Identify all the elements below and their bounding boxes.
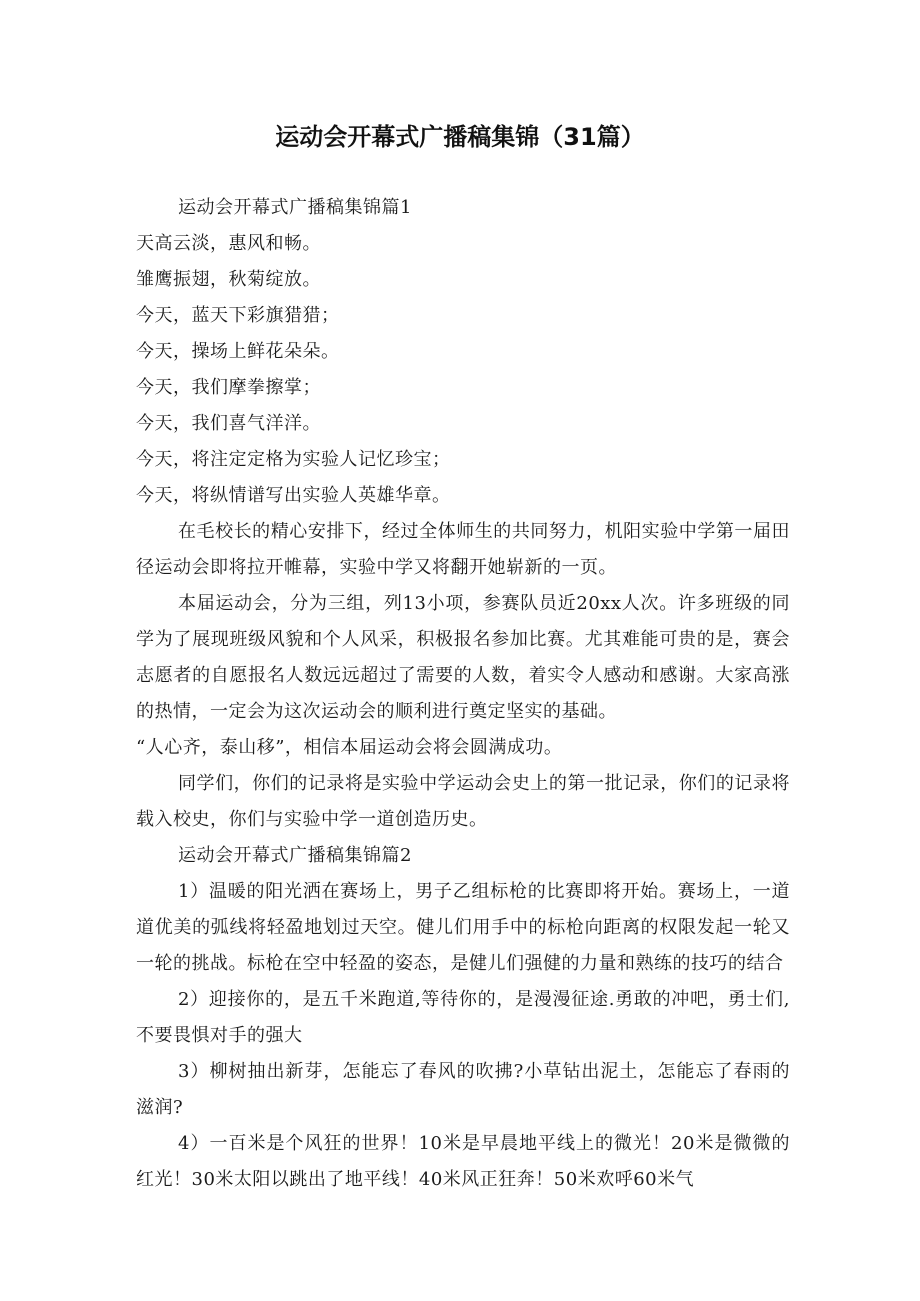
paragraph: 今天，将注定定格为实验人记忆珍宝； [136, 449, 451, 470]
paragraph: 雏鹰振翅，秋菊绽放。 [136, 269, 321, 290]
document-title: 运动会开幕式广播稿集锦（31篇） [275, 123, 645, 151]
paragraph: 今天，将纵情谱写出实验人英雄华章。 [136, 485, 451, 506]
paragraph: 在毛校长的精心安排下，经过全体师生的共同努力，机阳实验中学第一届田径运动会即将拉开帷幕，实验中学又将翻开她崭新的一页。 [136, 521, 790, 578]
paragraph: 今天，操场上鲜花朵朵。 [136, 341, 340, 362]
paragraph: 同学们，你们的记录将是实验中学运动会史上的第一批记录，你们的记录将载入校史，你们与实验中学一道创造历史。 [136, 773, 790, 830]
paragraph: 今天，我们喜气洋洋。 [136, 413, 321, 434]
paragraph: 4）一百米是个风狂的世界！10米是早晨地平线上的微光！20米是微微的红光！30米太阳以跳出了地平线！40米风正狂奔！50米欢呼60米气 [136, 1133, 790, 1190]
section-heading: 运动会开幕式广播稿集锦篇1 [178, 197, 412, 218]
section-heading: 运动会开幕式广播稿集锦篇2 [178, 845, 412, 866]
paragraph: 本届运动会，分为三组，列13小项，参赛队员近20xx人次。许多班级的同学为了展现班级风貌和个人风采，积极报名参加比赛。尤其难能可贵的是，赛会志愿者的自愿报名人数远远超过了需要的人数，着实令人感动和感谢。大家高涨的热情，一定会为这次运动会的顺利进行奠定坚实的基础。 [136, 593, 790, 722]
paragraph: 2）迎接你的，是五千米跑道,等待你的，是漫漫征途.勇敢的冲吧，勇士们,不要畏惧对手的强大 [136, 989, 790, 1046]
paragraph: 1）温暖的阳光洒在赛场上，男子乙组标枪的比赛即将开始。赛场上，一道道优美的弧线将轻盈地划过天空。健儿们用手中的标枪向距离的权限发起一轮又一轮的挑战。标枪在空中轻盈的姿态，是健儿们强健的力量和熟练的技巧的结合 [136, 881, 790, 974]
paragraph: 今天，我们摩拳擦掌； [136, 377, 321, 398]
paragraph: 天高云淡，惠风和畅。 [136, 233, 321, 254]
paragraph: 今天，蓝天下彩旗猎猎； [136, 305, 340, 326]
paragraph: 3）柳树抽出新芽，怎能忘了春风的吹拂?小草钻出泥土，怎能忘了春雨的滋润? [136, 1061, 790, 1118]
document-body [136, 190, 790, 1198]
paragraph: “人心齐，泰山移”，相信本届运动会将会圆满成功。 [136, 737, 563, 758]
